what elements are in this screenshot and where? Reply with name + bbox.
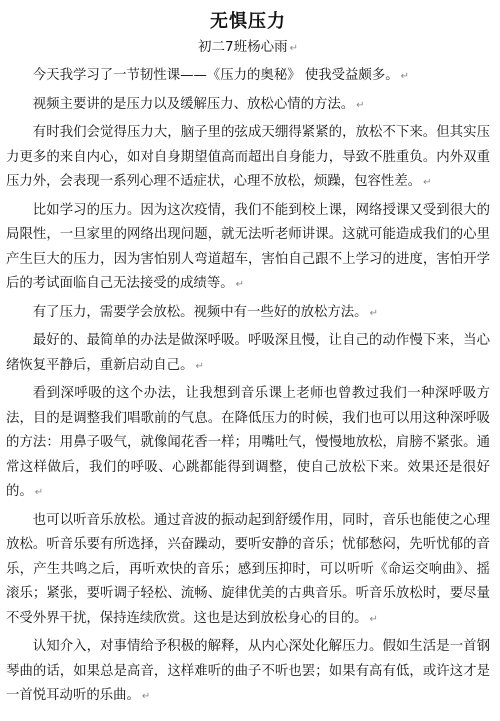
paragraph-text: 有时我们会觉得压力大，脑子里的弦成天绷得紧紧的，放松不下来。但其实压力更多的来自内心，如对自身期望值高而超出自身能力，导致不胜重负。内外双重压力外，会表现一系列心理不适症状，心理不放松，烦躁，包容性差。	[6, 125, 490, 189]
paragraph-mark-icon: ↵	[423, 177, 432, 188]
paragraph	[6, 329, 490, 379]
paragraph-mark-icon: ↵	[235, 279, 245, 290]
paragraph-text: 视频主要讲的是压力以及缓解压力、放松心情的方法。	[32, 96, 355, 112]
paragraph-mark-icon: ↵	[400, 71, 409, 82]
document-author	[6, 36, 490, 60]
paragraph-text: 最好的、最简单的办法是做深呼吸。呼吸深且慢，让自己的动作慢下来，当心绪恢复平静后，重新启动自己。	[6, 333, 490, 373]
paragraph-text: 比如学习的压力。因为这次疫情，我们不能到校上课，网络授课又受到很大的局限性，一旦家里的网络出现问题，就无法听老师讲课。这就可能造成我们的心里产生巨大的压力，因为害怕别人弯道超车，害怕自己跟不上学习的进度，害怕开学后的考试面临自己无法接受的成绩等。	[6, 202, 490, 291]
paragraph	[6, 301, 490, 327]
paragraph-mark-icon: ↵	[141, 691, 151, 702]
paragraph	[6, 635, 490, 710]
paragraph-text: 认知介入，对事情给予积极的解释，从内心深处化解压力。假如生活是一首钢琴曲的话，如果总是高音，这样难听的曲子不听也罢；如果有高有低，或许这才是一首悦耳动听的乐曲。	[6, 639, 490, 703]
paragraph	[6, 121, 490, 196]
paragraph-mark-icon: ↵	[369, 613, 378, 625]
paragraph-mark-icon: ↵	[289, 43, 298, 54]
paragraph	[6, 509, 490, 633]
paragraph-text: 今天我学习了一节韧性课——《压力的奥秘》 使我受益颇多。	[32, 68, 399, 83]
paragraph-text: 看到深呼吸的这个办法，让我想到音乐课上老师也曾教过我们一种深呼吸方法，目的是调整我们唱歌前的气息。在降低压力的时候，我们也可以用这种深呼吸的方法：用鼻子吸气，就像闻花香一样；用嘴吐气，慢慢地放松，肩膀不紧张。通常这样做后，我们的呼吸、心跳都能得到调整，使自己放松下来。效果还是很好的。	[6, 386, 490, 499]
paragraph-mark-icon: ↵	[34, 487, 44, 498]
paragraph-mark-icon: ↵	[356, 99, 365, 111]
document-title: 无惧压力	[210, 11, 286, 32]
paragraph	[6, 199, 490, 298]
paragraph	[6, 93, 490, 119]
paragraph-text: 有了压力，需要学会放松。视频中有一些好的放松方法。	[32, 304, 368, 320]
paragraph	[6, 382, 490, 506]
paragraph-mark-icon: ↵	[369, 307, 378, 319]
author-text: 初二7班杨心雨	[198, 39, 288, 55]
paragraph-mark-icon: ↵	[195, 360, 204, 372]
paragraph-text: 也可以听音乐放松。通过音波的振动起到舒缓作用，同时，音乐也能使之心理放松。听音乐要有所选择，兴奋躁动，要听安静的音乐；忧郁愁闷，先听忧郁的音乐，产生共鸣之后，再听欢快的音乐；感到压抑时，可以听听《命运交响曲》、摇滚乐；紧张，要听调子轻松、流畅、旋律优美的古典音乐。听音乐放松时，要尽量不受外界干扰，保持连续欣赏。这也是达到放松身心的目的。	[6, 512, 490, 626]
paragraph	[6, 64, 490, 90]
